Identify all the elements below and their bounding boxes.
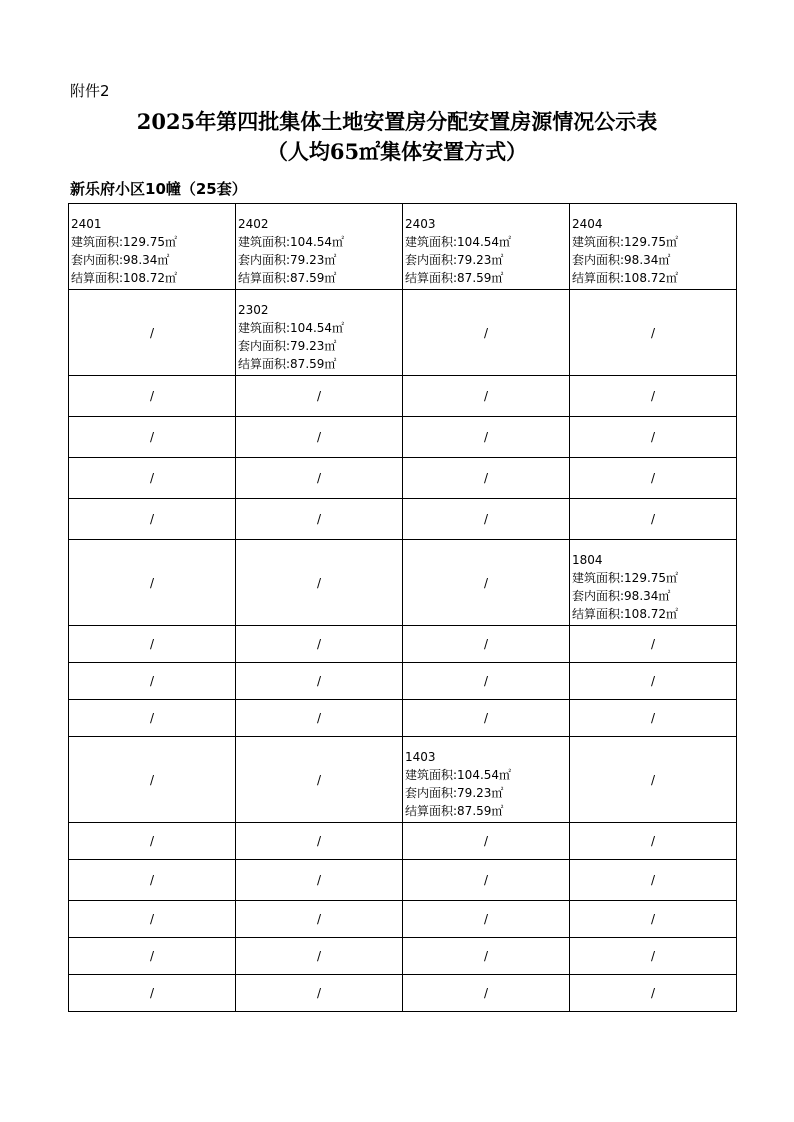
- empty-mark: /: [149, 711, 155, 725]
- empty-mark: /: [483, 575, 489, 590]
- empty-mark: /: [149, 986, 155, 1000]
- table-row: [69, 823, 737, 860]
- table-row: [69, 860, 737, 901]
- empty-cell: [236, 901, 403, 938]
- settlement-area: 结算面积:108.72㎡: [572, 271, 679, 285]
- unit-cell: [570, 204, 737, 290]
- table-row: [69, 700, 737, 737]
- building-area: 建筑面积:129.75㎡: [71, 235, 178, 249]
- unit-number: 2402: [238, 217, 269, 231]
- table-row: [69, 626, 737, 663]
- empty-mark: /: [483, 430, 489, 444]
- unit-number: 1403: [405, 750, 436, 764]
- empty-mark: /: [650, 834, 656, 848]
- building-area: 建筑面积:104.54㎡: [238, 321, 345, 335]
- empty-cell: [69, 376, 236, 417]
- empty-mark: /: [483, 711, 489, 725]
- settlement-area: 结算面积:87.59㎡: [405, 804, 504, 818]
- empty-cell: [403, 663, 570, 700]
- inner-area: 套内面积:79.23㎡: [238, 339, 337, 353]
- settlement-area: 结算面积:87.59㎡: [405, 271, 504, 285]
- empty-cell: [403, 290, 570, 376]
- empty-cell: [236, 737, 403, 823]
- empty-cell: [570, 417, 737, 458]
- empty-mark: /: [149, 512, 155, 526]
- empty-cell: [69, 499, 236, 540]
- empty-mark: /: [149, 772, 155, 787]
- empty-mark: /: [316, 986, 322, 1000]
- empty-mark: /: [149, 949, 155, 963]
- empty-cell: [570, 290, 737, 376]
- table-row: [69, 540, 737, 626]
- empty-mark: /: [149, 674, 155, 688]
- empty-cell: [570, 499, 737, 540]
- unit-cell: [69, 204, 236, 290]
- empty-cell: [570, 626, 737, 663]
- table-row: [69, 663, 737, 700]
- empty-cell: [570, 938, 737, 975]
- empty-mark: /: [483, 834, 489, 848]
- empty-mark: /: [483, 986, 489, 1000]
- empty-cell: [236, 975, 403, 1012]
- inner-area: 套内面积:79.23㎡: [238, 253, 337, 267]
- empty-mark: /: [483, 637, 489, 651]
- empty-cell: [403, 823, 570, 860]
- empty-cell: [236, 540, 403, 626]
- empty-cell: [69, 458, 236, 499]
- empty-cell: [236, 823, 403, 860]
- table-row: [69, 290, 737, 376]
- empty-mark: /: [316, 637, 322, 651]
- empty-mark: /: [483, 512, 489, 526]
- empty-mark: /: [650, 772, 656, 787]
- empty-mark: /: [650, 389, 656, 403]
- housing-table: [68, 203, 737, 1012]
- empty-mark: /: [650, 986, 656, 1000]
- empty-cell: [236, 938, 403, 975]
- unit-number: 2302: [238, 303, 269, 317]
- table-row: [69, 499, 737, 540]
- empty-mark: /: [316, 674, 322, 688]
- empty-mark: /: [650, 430, 656, 444]
- unit-number: 2401: [71, 217, 102, 231]
- empty-cell: [570, 823, 737, 860]
- inner-area: 套内面积:98.34㎡: [572, 253, 671, 267]
- empty-cell: [69, 901, 236, 938]
- empty-cell: [69, 700, 236, 737]
- empty-mark: /: [316, 834, 322, 848]
- empty-cell: [236, 376, 403, 417]
- empty-cell: [69, 860, 236, 901]
- page-title-subline: （人均65㎡集体安置方式）: [266, 139, 528, 164]
- empty-mark: /: [483, 912, 489, 926]
- page-title: 2025年第四批集体土地安置房分配安置房源情况公示表: [136, 109, 658, 134]
- table-row: [69, 458, 737, 499]
- empty-cell: [403, 975, 570, 1012]
- empty-cell: [570, 975, 737, 1012]
- unit-number: 2403: [405, 217, 436, 231]
- building-area: 建筑面积:129.75㎡: [572, 235, 679, 249]
- empty-cell: [403, 499, 570, 540]
- empty-cell: [69, 663, 236, 700]
- empty-cell: [403, 376, 570, 417]
- empty-cell: [570, 901, 737, 938]
- empty-cell: [236, 860, 403, 901]
- empty-mark: /: [149, 912, 155, 926]
- empty-cell: [236, 626, 403, 663]
- empty-cell: [403, 901, 570, 938]
- empty-cell: [236, 663, 403, 700]
- settlement-area: 结算面积:87.59㎡: [238, 271, 337, 285]
- unit-cell: [236, 290, 403, 376]
- table-row: [69, 737, 737, 823]
- empty-cell: [69, 626, 236, 663]
- empty-mark: /: [316, 772, 322, 787]
- table-row: [69, 417, 737, 458]
- building-subtitle: 新乐府小区10幢（25套）: [70, 180, 247, 198]
- empty-mark: /: [149, 637, 155, 651]
- unit-cell: [570, 540, 737, 626]
- empty-mark: /: [483, 325, 489, 340]
- unit-cell: [403, 737, 570, 823]
- building-area: 建筑面积:104.54㎡: [238, 235, 345, 249]
- empty-mark: /: [483, 873, 489, 887]
- empty-mark: /: [316, 512, 322, 526]
- table-row: [69, 204, 737, 290]
- empty-mark: /: [483, 471, 489, 485]
- empty-mark: /: [483, 674, 489, 688]
- empty-mark: /: [650, 873, 656, 887]
- empty-mark: /: [149, 389, 155, 403]
- attachment-label: 附件2: [70, 82, 110, 100]
- empty-cell: [403, 860, 570, 901]
- building-area: 建筑面积:104.54㎡: [405, 768, 512, 782]
- empty-mark: /: [650, 512, 656, 526]
- empty-cell: [236, 417, 403, 458]
- empty-cell: [570, 860, 737, 901]
- unit-number: 1804: [572, 553, 603, 567]
- empty-mark: /: [316, 389, 322, 403]
- empty-mark: /: [316, 912, 322, 926]
- settlement-area: 结算面积:87.59㎡: [238, 357, 337, 371]
- empty-cell: [69, 290, 236, 376]
- unit-number: 2404: [572, 217, 603, 231]
- inner-area: 套内面积:98.34㎡: [71, 253, 170, 267]
- empty-mark: /: [149, 834, 155, 848]
- table-row: [69, 376, 737, 417]
- empty-cell: [69, 975, 236, 1012]
- table-row: [69, 938, 737, 975]
- empty-mark: /: [316, 873, 322, 887]
- empty-cell: [570, 737, 737, 823]
- empty-cell: [570, 458, 737, 499]
- empty-mark: /: [149, 430, 155, 444]
- empty-mark: /: [650, 711, 656, 725]
- empty-mark: /: [316, 471, 322, 485]
- empty-cell: [403, 540, 570, 626]
- unit-cell: [236, 204, 403, 290]
- empty-mark: /: [650, 674, 656, 688]
- empty-mark: /: [650, 325, 656, 340]
- inner-area: 套内面积:79.23㎡: [405, 786, 504, 800]
- empty-mark: /: [650, 637, 656, 651]
- empty-cell: [69, 737, 236, 823]
- empty-cell: [236, 700, 403, 737]
- empty-mark: /: [650, 912, 656, 926]
- empty-cell: [69, 938, 236, 975]
- table-row: [69, 901, 737, 938]
- table-row: [69, 975, 737, 1012]
- empty-mark: /: [650, 471, 656, 485]
- empty-cell: [403, 626, 570, 663]
- empty-mark: /: [149, 575, 155, 590]
- empty-cell: [570, 376, 737, 417]
- empty-mark: /: [316, 949, 322, 963]
- empty-cell: [403, 417, 570, 458]
- empty-mark: /: [149, 873, 155, 887]
- empty-mark: /: [149, 471, 155, 485]
- empty-cell: [236, 499, 403, 540]
- empty-mark: /: [316, 575, 322, 590]
- empty-mark: /: [316, 430, 322, 444]
- empty-cell: [570, 700, 737, 737]
- empty-mark: /: [650, 949, 656, 963]
- empty-cell: [236, 458, 403, 499]
- empty-mark: /: [316, 711, 322, 725]
- empty-cell: [403, 700, 570, 737]
- empty-cell: [69, 417, 236, 458]
- empty-cell: [403, 458, 570, 499]
- empty-cell: [69, 823, 236, 860]
- settlement-area: 结算面积:108.72㎡: [71, 271, 178, 285]
- empty-mark: /: [149, 325, 155, 340]
- inner-area: 套内面积:98.34㎡: [572, 589, 671, 603]
- building-area: 建筑面积:129.75㎡: [572, 571, 679, 585]
- settlement-area: 结算面积:108.72㎡: [572, 607, 679, 621]
- empty-mark: /: [483, 949, 489, 963]
- empty-mark: /: [483, 389, 489, 403]
- building-area: 建筑面积:104.54㎡: [405, 235, 512, 249]
- empty-cell: [570, 663, 737, 700]
- empty-cell: [403, 938, 570, 975]
- inner-area: 套内面积:79.23㎡: [405, 253, 504, 267]
- unit-cell: [403, 204, 570, 290]
- empty-cell: [69, 540, 236, 626]
